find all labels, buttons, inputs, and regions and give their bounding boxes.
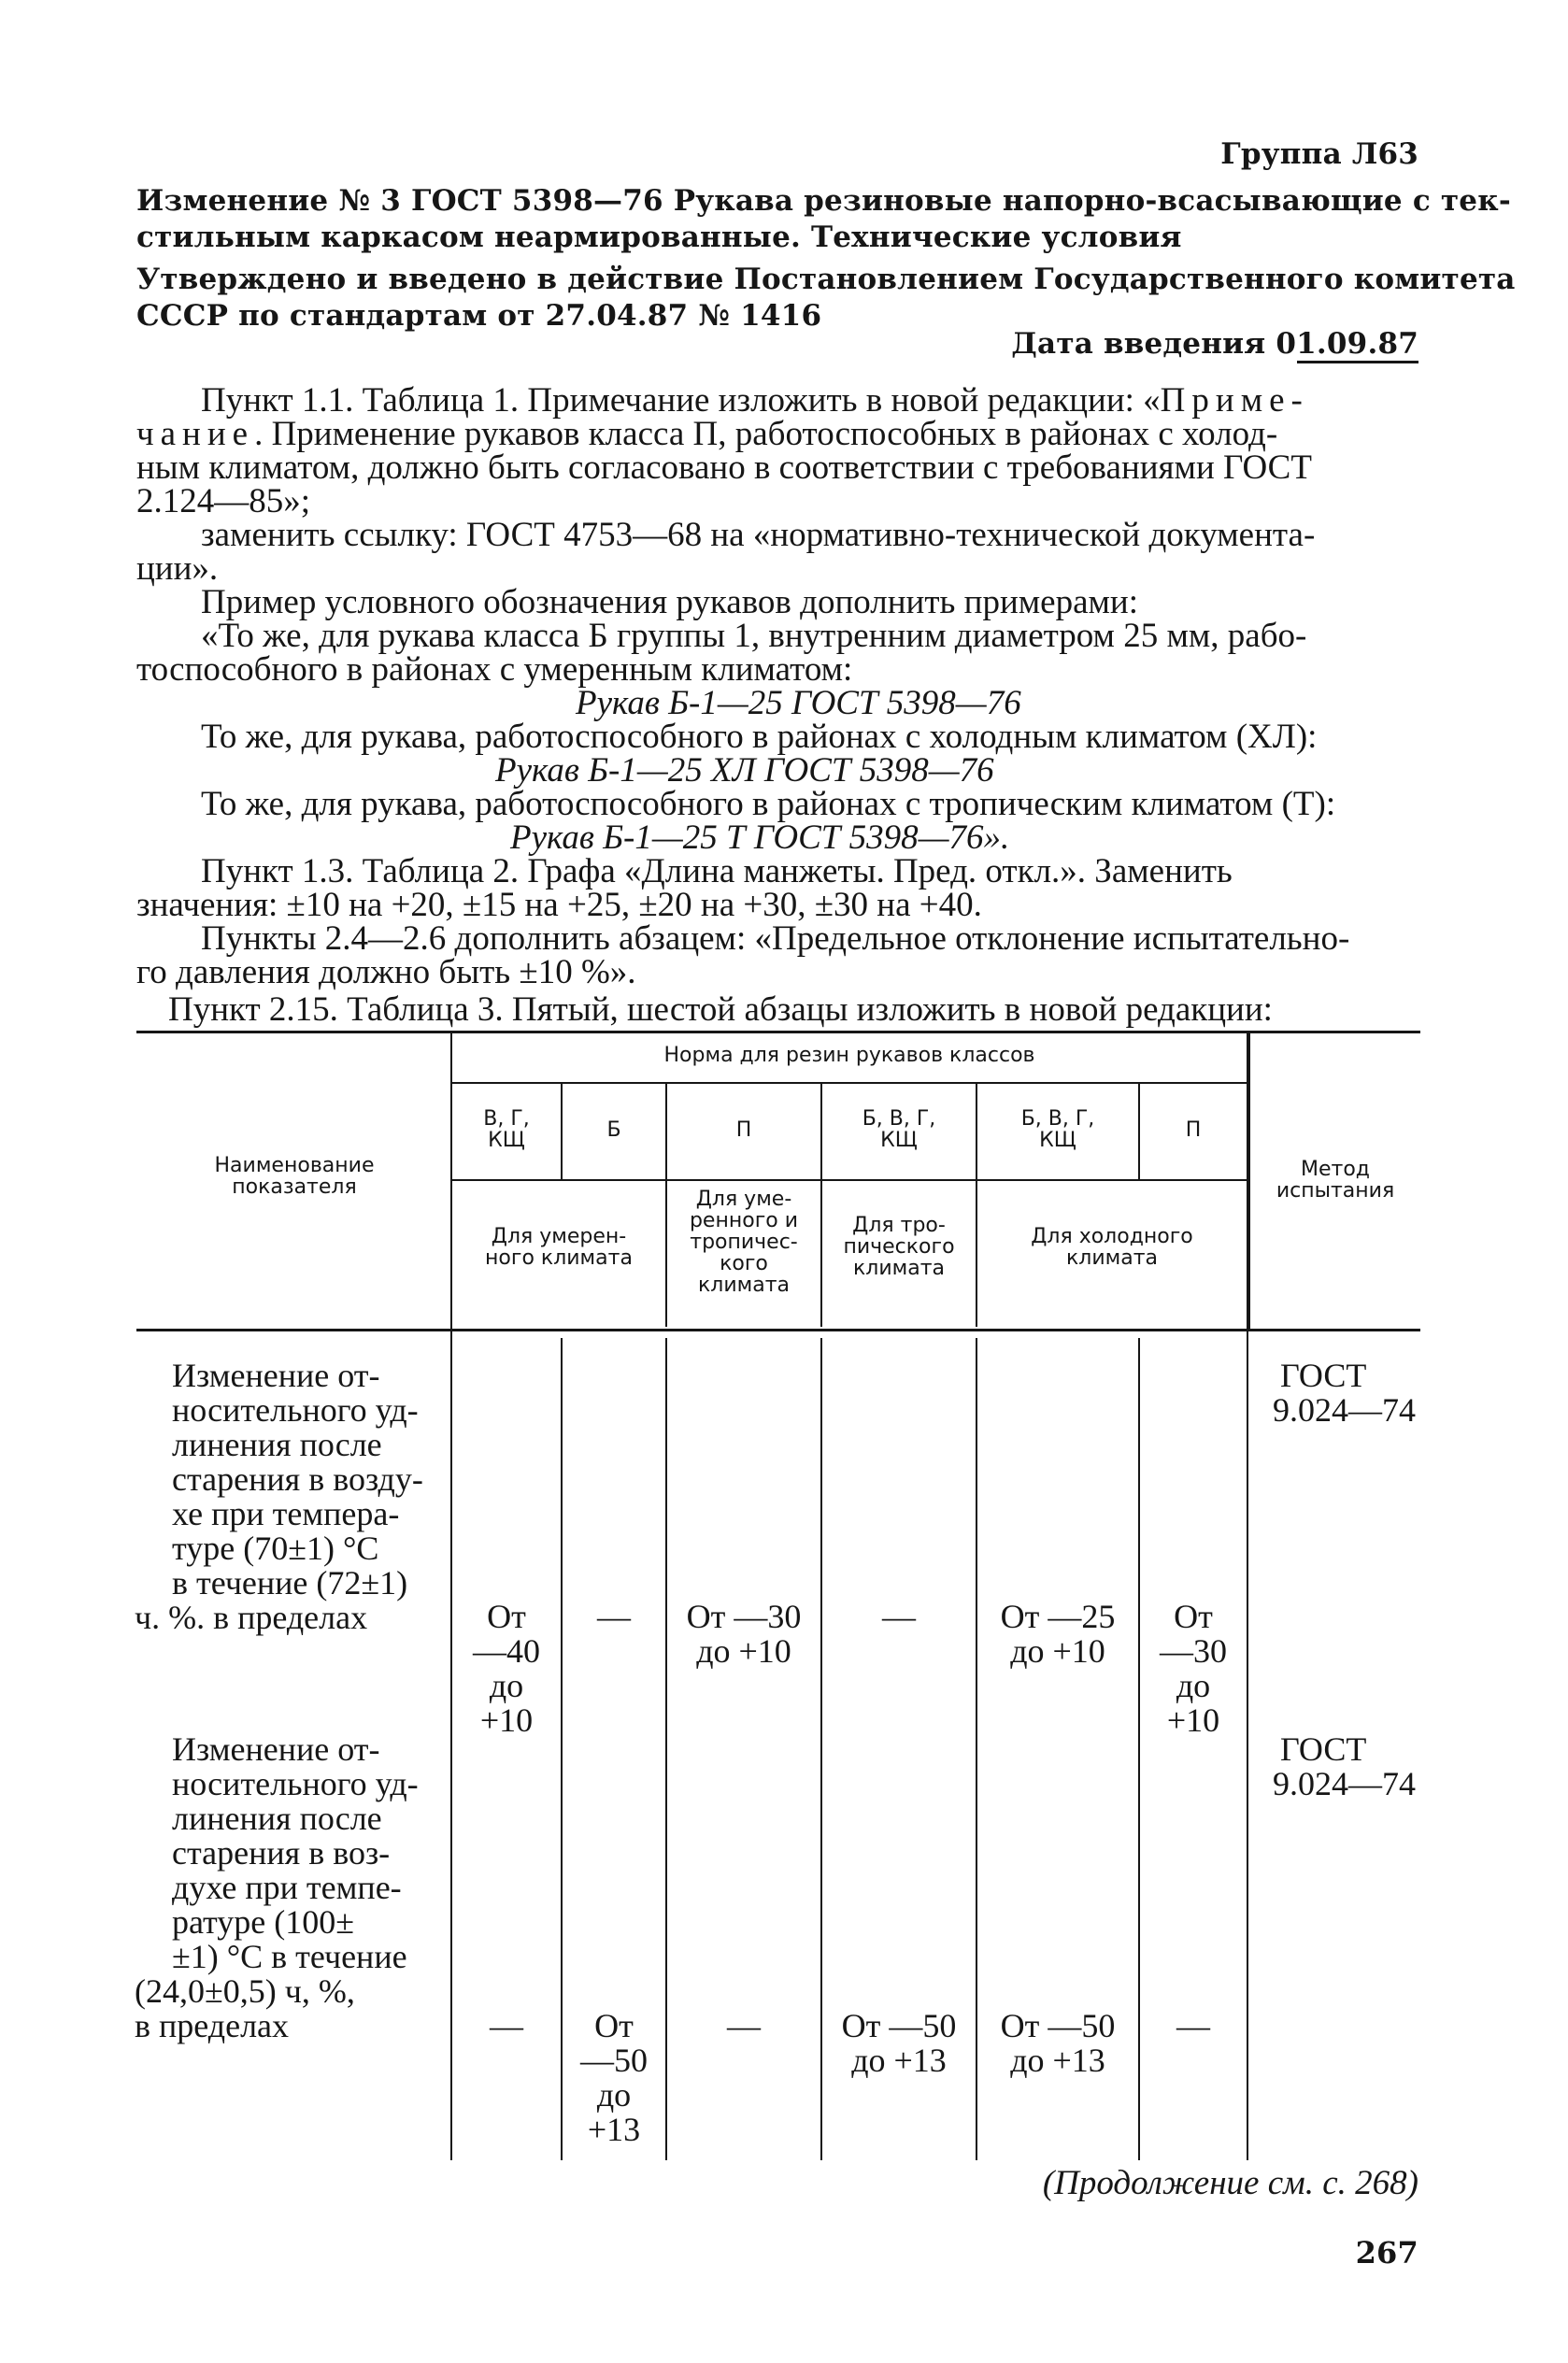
p2-line4: То же, для рукава, работоспособного в районах с холодным климатом (ХЛ): — [201, 718, 1318, 756]
class-c2: Б — [606, 1118, 621, 1142]
effective-date-underline — [1297, 361, 1418, 363]
p1-line3: ным климатом, должно быть согласовано в соответствии с требованиями ГОСТ — [136, 448, 1312, 487]
col-header-name: Наименование показателя — [214, 1154, 375, 1199]
p1-line1: Пункт 1.1. Таблица 1. Примечание изложить в новой редакции: «Приме- — [201, 381, 1309, 420]
p4-line1: Пункты 2.4—2.6 дополнить абзацем: «Предельное отклонение испытательно- — [201, 919, 1350, 958]
p3-line2: значения: ±10 на +20, ±15 на +25, ±20 на +30, ±30 на +40. — [136, 886, 982, 924]
p3-line1: Пункт 1.3. Таблица 2. Графа «Длина манжеты. Пред. откл.». Заменить — [201, 852, 1233, 890]
table-left-row-rule — [450, 1338, 452, 2160]
row2-method: ГОСТ 9.024—74 — [1273, 1730, 1416, 1802]
row1-v1: От —40 до +10 — [473, 1598, 540, 1739]
example-1: Рукав Б-1—25 ГОСТ 5398—76 — [576, 684, 1021, 722]
row1-v4: — — [882, 1598, 916, 1635]
p2-line2: «То же, для рукава класса Б группы 1, внутренним диаметром 25 мм, рабо- — [201, 617, 1307, 655]
row1-v2: — — [597, 1598, 631, 1635]
class-c1: В, Г, КЩ — [483, 1107, 530, 1152]
p4-line2: го давления должно быть ±10 %». — [136, 953, 636, 991]
row1-v3: От —30 до +10 — [686, 1598, 802, 1670]
amendment-title-line2: стильным каркасом неармированные. Технические условия — [136, 221, 1182, 254]
class-c5: Б, В, Г, КЩ — [1020, 1107, 1095, 1152]
example-3: Рукав Б-1—25 Т ГОСТ 5398—76». — [510, 819, 1010, 857]
row1-v5: От —25 до +10 — [1000, 1598, 1116, 1670]
example-2: Рукав Б-1—25 ХЛ ГОСТ 5398—76 — [495, 751, 994, 790]
row2-v2: От —50 до +13 — [580, 2007, 648, 2148]
p5-line: Пункт 2.15. Таблица 3. Пятый, шестой абзацы изложить в новой редакции: — [168, 990, 1273, 1029]
p1-line4: 2.124—85»; — [136, 482, 311, 520]
class-c3: П — [735, 1118, 752, 1142]
row2-v4: От —50 до +13 — [841, 2007, 957, 2079]
row1-name: Изменение от- носительного уд- линения после старения в возду- хе при темпера- туре (70±1) °С в течение (72±1) ч. %. в пределах — [135, 1357, 423, 1636]
row1-v6: От —30 до +10 — [1160, 1598, 1227, 1739]
p1-line6: ции». — [136, 549, 219, 588]
approval-line1: Утверждено и введено в действие Постановлением Государственного комитета — [136, 263, 1516, 296]
class-c4: Б, В, Г, КЩ — [862, 1107, 936, 1152]
effective-date: Дата введения 01.09.87 — [1011, 327, 1418, 361]
col-header-norm: Норма для резин рукавов классов — [663, 1044, 1035, 1067]
page-number: 267 — [1355, 2235, 1418, 2270]
col-header-method: Метод испытания — [1276, 1158, 1395, 1203]
continuation-note: (Продолжение см. с. 268) — [1042, 2164, 1418, 2202]
p2-line3: тоспособного в районах с умеренным климатом: — [136, 650, 853, 689]
row2-v5: От —50 до +13 — [1000, 2007, 1116, 2079]
climate-tropical: Для тро- пического климата — [843, 1214, 955, 1280]
p1-line5: заменить ссылку: ГОСТ 4753—68 на «нормативно-технической документа- — [201, 516, 1316, 554]
class-c6: П — [1185, 1118, 1202, 1142]
group-label: Группа Л63 — [1220, 137, 1418, 171]
p1-line2: чание. Применение рукавов класса П, работоспособных в районах с холод- — [136, 415, 1278, 453]
table-right-row-rule — [1247, 1338, 1248, 2160]
climate-cold: Для холодного климата — [1031, 1225, 1193, 1270]
row2-name: Изменение от- носительного уд- линения после старения в воз- духе при темпе- ратуре (100± ±1) °С в течение (24,0±0,5) ч, %, в пределах — [135, 1730, 419, 2044]
row2-v3: — — [727, 2007, 761, 2044]
amendment-title-line1: Изменение № 3 ГОСТ 5398—76 Рукава резиновые напорно-всасывающие с тек- — [136, 184, 1511, 218]
row2-v6: — — [1176, 2007, 1210, 2044]
row1-method: ГОСТ 9.024—74 — [1273, 1357, 1416, 1429]
approval-line2: СССР по стандартам от 27.04.87 № 1416 — [136, 299, 822, 333]
p2-line1: Пример условного обозначения рукавов дополнить примерами: — [201, 583, 1138, 621]
climate-moderate-tropical: Для уме- ренного и тропичес- кого климата — [689, 1188, 799, 1297]
row2-v1: — — [490, 2007, 523, 2044]
climate-moderate: Для умерен- ного климата — [485, 1225, 633, 1270]
p2-line5: То же, для рукава, работоспособного в районах с тропическим климатом (Т): — [201, 785, 1336, 823]
